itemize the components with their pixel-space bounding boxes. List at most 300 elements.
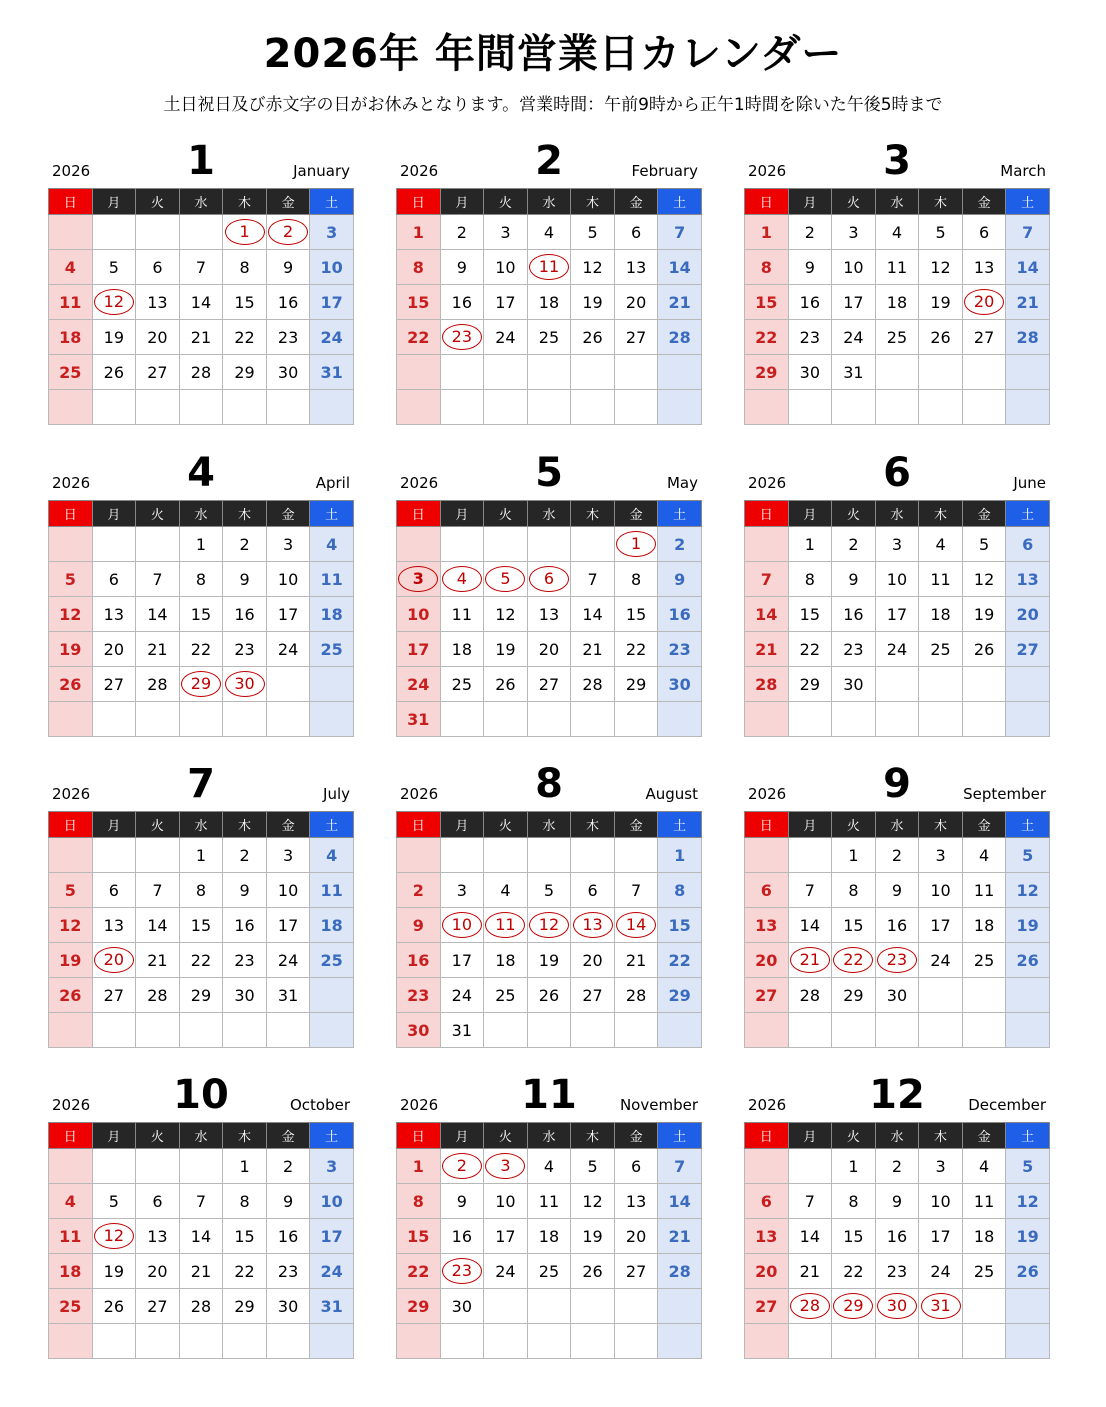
week-row [397, 285, 702, 320]
day-cell [1006, 1289, 1050, 1324]
day-cell [745, 702, 789, 737]
weekday-header: 木 [571, 189, 615, 215]
day-cell: 18 [919, 597, 963, 632]
day-cell: 25 [49, 355, 93, 390]
day-cell: 3 [310, 1149, 354, 1184]
weekday-header: 日 [49, 501, 93, 527]
day-cell [527, 702, 571, 737]
day-cell: 9 [832, 562, 876, 597]
weekday-header: 日 [49, 1123, 93, 1149]
day-cell [440, 562, 484, 597]
day-cell: 19 [92, 320, 136, 355]
weekday-header: 水 [527, 189, 571, 215]
day-cell: 11 [310, 873, 354, 908]
day-cell: 31 [832, 355, 876, 390]
day-cell: 25 [919, 632, 963, 667]
week-row [397, 250, 702, 285]
weekday-header: 火 [832, 189, 876, 215]
day-cell [614, 908, 658, 943]
day-cell: 13 [614, 250, 658, 285]
day-cell [92, 390, 136, 425]
weekday-header: 月 [92, 812, 136, 838]
day-cell: 27 [614, 1254, 658, 1289]
weekday-header: 日 [745, 189, 789, 215]
day-cell: 28 [179, 355, 223, 390]
month-name: February [631, 162, 698, 180]
day-cell [92, 943, 136, 978]
day-cell: 28 [1006, 320, 1050, 355]
weekday-header: 土 [658, 189, 702, 215]
day-cell [136, 390, 180, 425]
day-cell: 7 [1006, 215, 1050, 250]
holiday-circle: 3 [398, 566, 438, 592]
day-cell [92, 702, 136, 737]
day-cell: 13 [92, 597, 136, 632]
week-row [397, 632, 702, 667]
day-cell [92, 215, 136, 250]
month-year: 2026 [748, 785, 787, 803]
weekday-header: 火 [136, 812, 180, 838]
day-cell: 23 [266, 320, 310, 355]
week-row [397, 1219, 702, 1254]
day-cell: 1 [745, 215, 789, 250]
day-cell: 17 [266, 908, 310, 943]
day-cell [919, 667, 963, 702]
weekday-header: 土 [310, 1123, 354, 1149]
weekday-header: 木 [223, 189, 267, 215]
day-cell: 5 [49, 562, 93, 597]
day-cell [832, 1013, 876, 1048]
day-cell: 3 [919, 838, 963, 873]
day-cell [179, 1324, 223, 1359]
day-cell [484, 1013, 528, 1048]
weekday-header: 火 [136, 1123, 180, 1149]
holiday-circle: 20 [964, 289, 1004, 315]
weekday-header: 月 [788, 189, 832, 215]
day-cell: 30 [266, 355, 310, 390]
week-row [745, 562, 1050, 597]
day-cell: 19 [571, 285, 615, 320]
day-cell [484, 527, 528, 562]
day-cell [745, 1324, 789, 1359]
day-cell [440, 527, 484, 562]
month-10 [48, 1072, 354, 1362]
day-cell [310, 390, 354, 425]
weekday-header: 金 [266, 501, 310, 527]
day-cell: 16 [266, 285, 310, 320]
day-cell: 17 [310, 285, 354, 320]
day-cell: 8 [223, 1184, 267, 1219]
weekday-header: 水 [527, 1123, 571, 1149]
month-name: June [1013, 474, 1046, 492]
week-row [745, 667, 1050, 702]
week-row [397, 527, 702, 562]
day-cell: 6 [92, 562, 136, 597]
day-cell: 8 [788, 562, 832, 597]
day-cell [223, 1013, 267, 1048]
day-cell [962, 390, 1006, 425]
day-cell [1006, 1013, 1050, 1048]
day-cell: 8 [832, 873, 876, 908]
day-cell [92, 1149, 136, 1184]
day-cell: 31 [440, 1013, 484, 1048]
month-name: November [619, 1096, 698, 1114]
day-cell: 27 [614, 320, 658, 355]
day-cell [440, 702, 484, 737]
day-cell: 16 [223, 597, 267, 632]
day-cell: 17 [919, 908, 963, 943]
day-cell [136, 1324, 180, 1359]
day-cell: 16 [875, 908, 919, 943]
day-cell [92, 1013, 136, 1048]
day-cell [962, 702, 1006, 737]
day-cell: 1 [179, 527, 223, 562]
week-row [49, 390, 354, 425]
month-year: 2026 [400, 1096, 439, 1114]
day-cell [658, 355, 702, 390]
day-cell: 11 [310, 562, 354, 597]
day-cell: 27 [527, 667, 571, 702]
day-cell [571, 527, 615, 562]
day-cell: 8 [614, 562, 658, 597]
day-cell: 19 [49, 943, 93, 978]
day-cell: 6 [614, 1149, 658, 1184]
day-cell [527, 527, 571, 562]
day-cell [658, 1289, 702, 1324]
day-cell: 22 [614, 632, 658, 667]
day-cell: 17 [484, 285, 528, 320]
day-cell: 25 [310, 943, 354, 978]
day-cell: 12 [962, 562, 1006, 597]
day-cell: 22 [658, 943, 702, 978]
day-cell: 9 [397, 908, 441, 943]
day-cell: 30 [832, 667, 876, 702]
day-cell: 28 [614, 978, 658, 1013]
day-cell: 20 [745, 943, 789, 978]
day-cell [527, 250, 571, 285]
day-cell [745, 1149, 789, 1184]
week-row [745, 632, 1050, 667]
day-cell [484, 355, 528, 390]
week-row [49, 527, 354, 562]
month-year: 2026 [52, 785, 91, 803]
day-cell: 16 [266, 1219, 310, 1254]
week-row [745, 702, 1050, 737]
week-row [49, 632, 354, 667]
day-cell: 16 [440, 1219, 484, 1254]
week-row [745, 1289, 1050, 1324]
day-cell: 10 [484, 1184, 528, 1219]
day-cell: 19 [1006, 908, 1050, 943]
day-cell: 8 [179, 562, 223, 597]
day-cell: 1 [397, 1149, 441, 1184]
day-cell: 4 [527, 215, 571, 250]
holiday-circle: 11 [485, 912, 525, 938]
day-cell: 16 [223, 908, 267, 943]
day-cell [92, 1219, 136, 1254]
day-cell: 13 [527, 597, 571, 632]
day-cell: 15 [397, 285, 441, 320]
day-cell: 2 [397, 873, 441, 908]
day-cell [179, 702, 223, 737]
day-cell: 22 [223, 1254, 267, 1289]
weekday-header: 日 [397, 501, 441, 527]
month-5 [396, 450, 702, 740]
page-title: 2026年 年間営業日カレンダー [263, 31, 843, 77]
day-cell: 26 [484, 667, 528, 702]
day-cell: 6 [136, 1184, 180, 1219]
day-cell: 8 [832, 1184, 876, 1219]
week-row [49, 597, 354, 632]
holiday-circle: 30 [225, 671, 265, 697]
holiday-circle: 2 [442, 1153, 482, 1179]
day-cell: 25 [875, 320, 919, 355]
day-cell: 27 [745, 1289, 789, 1324]
day-cell: 15 [832, 1219, 876, 1254]
day-cell: 25 [440, 667, 484, 702]
day-cell: 8 [397, 250, 441, 285]
day-cell: 23 [875, 1254, 919, 1289]
day-cell: 21 [179, 320, 223, 355]
day-cell: 2 [832, 527, 876, 562]
day-cell: 23 [658, 632, 702, 667]
weekday-header: 火 [832, 501, 876, 527]
day-cell: 18 [484, 943, 528, 978]
weekday-header: 月 [440, 1123, 484, 1149]
day-cell [614, 1013, 658, 1048]
day-cell: 13 [1006, 562, 1050, 597]
weekday-header: 月 [440, 812, 484, 838]
holiday-circle: 29 [181, 671, 221, 697]
day-cell: 22 [397, 320, 441, 355]
day-cell [310, 667, 354, 702]
day-cell [962, 285, 1006, 320]
week-row [745, 597, 1050, 632]
day-cell: 26 [1006, 1254, 1050, 1289]
day-cell: 6 [614, 215, 658, 250]
week-row [397, 873, 702, 908]
weekday-header: 日 [745, 501, 789, 527]
day-cell [614, 702, 658, 737]
month-4 [48, 450, 354, 740]
day-cell: 15 [614, 597, 658, 632]
day-cell: 6 [962, 215, 1006, 250]
day-cell: 29 [397, 1289, 441, 1324]
day-cell [832, 1324, 876, 1359]
day-cell [397, 1324, 441, 1359]
day-cell: 26 [571, 1254, 615, 1289]
day-cell [49, 215, 93, 250]
weekday-header: 木 [571, 1123, 615, 1149]
holiday-circle: 23 [877, 947, 917, 973]
day-cell: 15 [397, 1219, 441, 1254]
day-cell [440, 1254, 484, 1289]
day-cell: 26 [92, 355, 136, 390]
weekday-header: 土 [658, 812, 702, 838]
day-cell: 10 [266, 562, 310, 597]
week-row [397, 1013, 702, 1048]
week-row [397, 355, 702, 390]
day-cell: 3 [484, 215, 528, 250]
day-cell: 27 [571, 978, 615, 1013]
month-table [744, 1122, 1050, 1359]
month-year: 2026 [748, 1096, 787, 1114]
day-cell: 9 [223, 873, 267, 908]
day-cell [440, 908, 484, 943]
day-cell: 1 [179, 838, 223, 873]
day-cell [223, 1324, 267, 1359]
weekday-header: 日 [397, 1123, 441, 1149]
weekday-header: 水 [527, 812, 571, 838]
day-cell [92, 527, 136, 562]
weekday-header: 木 [571, 501, 615, 527]
week-row [397, 390, 702, 425]
week-row [49, 1289, 354, 1324]
day-cell: 24 [266, 632, 310, 667]
day-cell [440, 1324, 484, 1359]
day-cell: 29 [832, 978, 876, 1013]
month-table [396, 188, 702, 425]
weekday-header: 月 [788, 1123, 832, 1149]
day-cell [832, 702, 876, 737]
day-cell: 14 [788, 1219, 832, 1254]
day-cell [875, 667, 919, 702]
day-cell: 19 [962, 597, 1006, 632]
day-cell: 11 [919, 562, 963, 597]
weekday-header: 水 [875, 812, 919, 838]
day-cell: 21 [136, 943, 180, 978]
day-cell: 16 [658, 597, 702, 632]
day-cell [919, 978, 963, 1013]
day-cell: 30 [658, 667, 702, 702]
weekday-header: 火 [484, 1123, 528, 1149]
day-cell: 24 [440, 978, 484, 1013]
holiday-circle: 2 [268, 219, 308, 245]
day-cell: 23 [223, 632, 267, 667]
day-cell [875, 943, 919, 978]
week-row [49, 1254, 354, 1289]
day-cell: 11 [440, 597, 484, 632]
day-cell: 21 [136, 632, 180, 667]
day-cell: 5 [571, 215, 615, 250]
month-3 [744, 138, 1050, 428]
day-cell: 6 [92, 873, 136, 908]
holiday-circle: 13 [573, 912, 613, 938]
day-cell: 6 [745, 873, 789, 908]
day-cell: 18 [310, 908, 354, 943]
week-row [49, 562, 354, 597]
week-row [397, 1149, 702, 1184]
weekday-header: 土 [310, 812, 354, 838]
day-cell: 15 [745, 285, 789, 320]
day-cell: 11 [875, 250, 919, 285]
day-cell: 21 [745, 632, 789, 667]
day-cell: 18 [527, 285, 571, 320]
day-cell: 8 [397, 1184, 441, 1219]
day-cell [136, 838, 180, 873]
day-cell [745, 390, 789, 425]
week-row [745, 320, 1050, 355]
day-cell [832, 1289, 876, 1324]
month-year: 2026 [748, 162, 787, 180]
day-cell [658, 702, 702, 737]
day-cell: 6 [571, 873, 615, 908]
day-cell [136, 527, 180, 562]
week-row [745, 1184, 1050, 1219]
week-row [49, 285, 354, 320]
day-cell: 18 [962, 1219, 1006, 1254]
weekday-header: 土 [658, 1123, 702, 1149]
day-cell [658, 390, 702, 425]
day-cell: 28 [658, 1254, 702, 1289]
day-cell [745, 838, 789, 873]
day-cell: 18 [440, 632, 484, 667]
day-cell: 20 [527, 632, 571, 667]
week-row [745, 943, 1050, 978]
week-row [745, 1254, 1050, 1289]
week-row [49, 215, 354, 250]
month-header [396, 761, 702, 811]
day-cell: 11 [527, 1184, 571, 1219]
day-cell: 24 [919, 943, 963, 978]
weekday-header: 火 [484, 812, 528, 838]
holiday-circle: 6 [529, 566, 569, 592]
month-number: 1 [187, 138, 215, 184]
weekday-header: 金 [266, 1123, 310, 1149]
day-cell: 9 [875, 1184, 919, 1219]
month-7 [48, 761, 354, 1051]
weekday-header: 火 [832, 812, 876, 838]
day-cell: 4 [527, 1149, 571, 1184]
day-cell: 20 [614, 1219, 658, 1254]
month-header [396, 1072, 702, 1122]
month-2 [396, 138, 702, 428]
day-cell: 2 [223, 527, 267, 562]
month-number: 4 [187, 450, 215, 496]
page-subtitle: 土日祝日及び赤文字の日がお休みとなります。営業時間：午前9時から正午1時間を除いた午後5時まで [163, 95, 943, 115]
day-cell: 7 [658, 1149, 702, 1184]
day-cell: 4 [310, 527, 354, 562]
week-row [745, 1324, 1050, 1359]
day-cell: 14 [658, 250, 702, 285]
day-cell: 13 [962, 250, 1006, 285]
month-number: 7 [187, 761, 215, 807]
month-8 [396, 761, 702, 1051]
holiday-circle: 11 [529, 254, 569, 280]
weekday-header: 月 [92, 501, 136, 527]
day-cell: 22 [832, 1254, 876, 1289]
week-row [397, 908, 702, 943]
day-cell: 30 [223, 978, 267, 1013]
day-cell: 11 [962, 873, 1006, 908]
week-row [745, 1013, 1050, 1048]
weekday-header: 月 [440, 189, 484, 215]
weekday-header: 土 [310, 501, 354, 527]
day-cell: 4 [484, 873, 528, 908]
day-cell [484, 390, 528, 425]
month-number: 12 [869, 1072, 925, 1118]
day-cell: 10 [310, 1184, 354, 1219]
day-cell: 18 [49, 320, 93, 355]
day-cell: 1 [832, 1149, 876, 1184]
day-cell [875, 355, 919, 390]
weekday-header: 土 [1006, 189, 1050, 215]
week-row [397, 978, 702, 1013]
day-cell [571, 390, 615, 425]
day-cell [527, 1013, 571, 1048]
day-cell [1006, 355, 1050, 390]
day-cell: 29 [658, 978, 702, 1013]
